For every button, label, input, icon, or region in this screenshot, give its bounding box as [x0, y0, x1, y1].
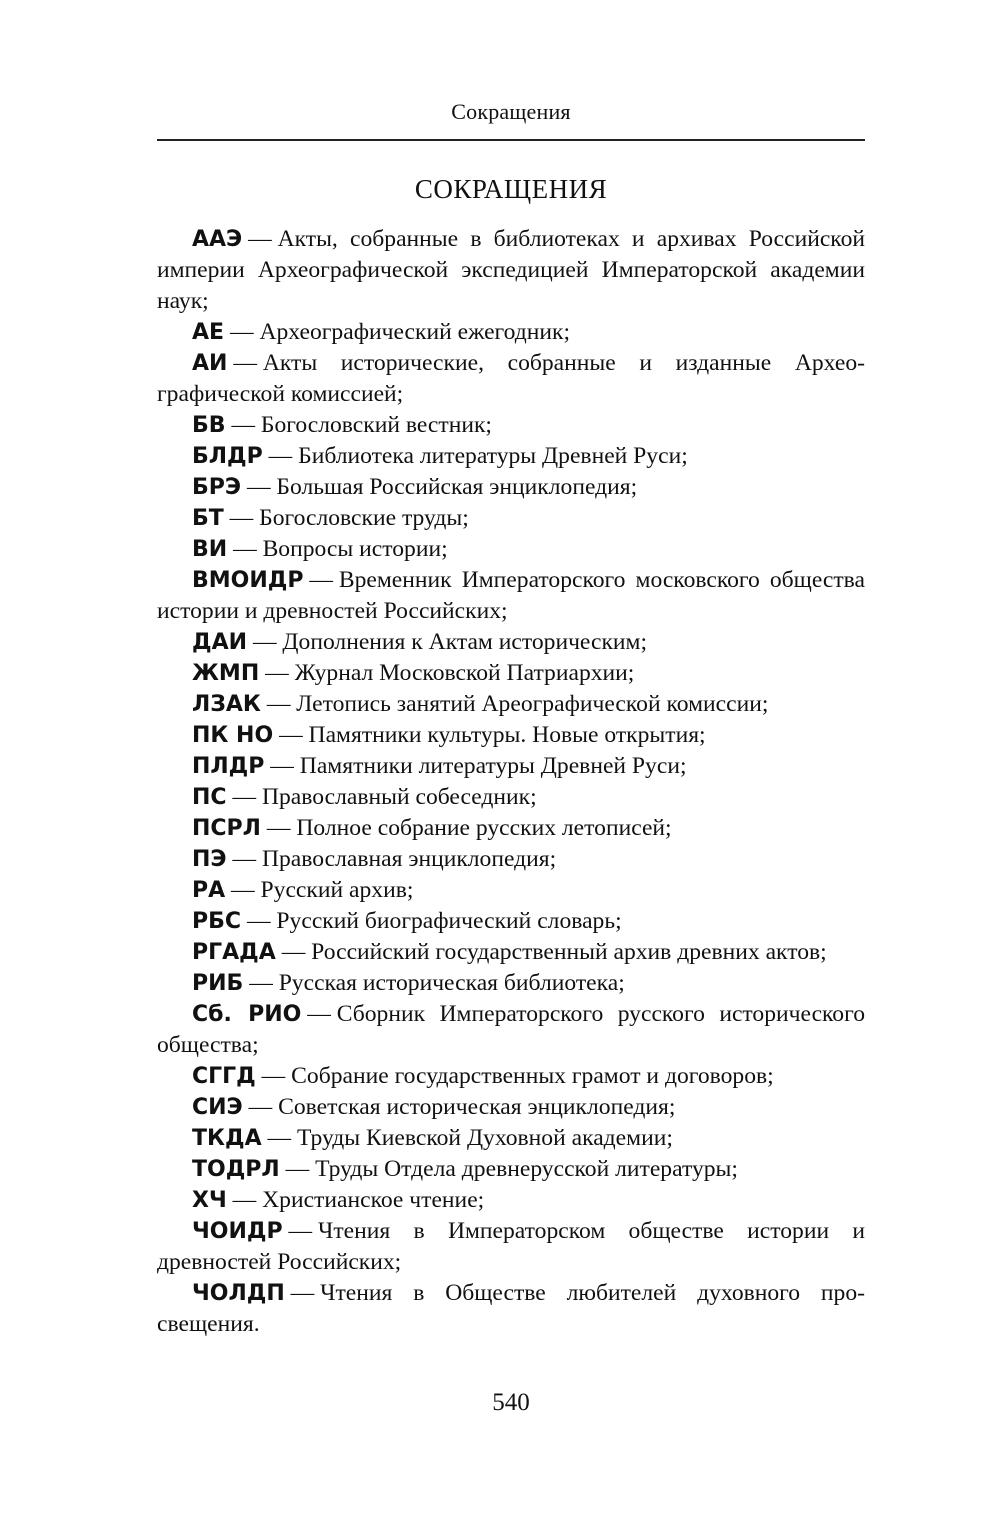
- definition: Чтения в Обществе любителей духовного просвещения.: [157, 1280, 865, 1337]
- abbreviation-entry: [157, 565, 865, 627]
- dash: —: [248, 226, 272, 252]
- definition: Памятники культуры. Новые открытия;: [308, 722, 706, 748]
- dash: —: [267, 1125, 292, 1151]
- definition: Русский архив;: [260, 877, 414, 903]
- abbreviation: РИБ: [192, 971, 244, 996]
- dash: —: [281, 939, 306, 965]
- dash: —: [268, 443, 293, 469]
- dash: —: [266, 815, 291, 841]
- abbreviation-entry: [157, 937, 865, 968]
- definition: Памятники литературы Древней Руси;: [299, 753, 687, 779]
- dash: —: [309, 567, 333, 593]
- abbreviation: БВ: [192, 413, 226, 438]
- definition: Большая Российская энциклопедия;: [276, 474, 638, 500]
- abbreviation-entry: [157, 1123, 865, 1154]
- abbreviation-entry: [157, 348, 865, 410]
- dash: —: [290, 1280, 315, 1306]
- abbreviation-entry: [157, 472, 865, 503]
- dash: —: [232, 784, 257, 810]
- abbreviation-entry: [157, 1216, 865, 1278]
- definition: Труды Отдела древнерусской литературы;: [315, 1156, 738, 1182]
- abbreviation-list: [157, 224, 865, 1340]
- abbreviation: ЧОИДР: [192, 1219, 283, 1244]
- definition: Православная энциклопедия;: [261, 846, 557, 872]
- abbreviation: РА: [192, 878, 226, 903]
- definition: Журнал Московской Патриархии;: [294, 660, 635, 686]
- abbreviation: ЛЗАК: [192, 692, 261, 717]
- abbreviation-entry: [157, 751, 865, 782]
- definition: Богословские труды;: [259, 505, 469, 531]
- abbreviation-entry: [157, 782, 865, 813]
- abbreviation: БЛДР: [192, 444, 263, 469]
- abbreviation-entry: [157, 720, 865, 751]
- definition: Российский государственный архив древних актов;: [311, 939, 827, 965]
- abbreviation: ААЭ: [192, 227, 243, 252]
- abbreviation: АИ: [192, 351, 228, 376]
- definition: Чтения в Императорском обществе истории и древностей Российских;: [157, 1218, 865, 1275]
- dash: —: [231, 877, 255, 903]
- dash: —: [229, 319, 254, 345]
- dash: —: [246, 908, 271, 934]
- dash: —: [233, 536, 257, 562]
- abbreviation: Сб. РИО: [192, 1002, 302, 1027]
- definition: Библиотека литературы Древней Руси;: [298, 443, 688, 469]
- abbreviation-entry: [157, 906, 865, 937]
- dash: —: [285, 1156, 310, 1182]
- header-rule: [157, 139, 865, 141]
- abbreviation: АЕ: [192, 320, 225, 345]
- definition: Летопись занятий Ареографической комиссии;: [296, 691, 769, 717]
- abbreviation: ЖМП: [192, 661, 260, 686]
- dash: —: [265, 660, 289, 686]
- abbreviation-entry: [157, 410, 865, 441]
- definition: Христианское чтение;: [262, 1187, 485, 1213]
- abbreviation: СИЭ: [192, 1095, 243, 1120]
- dash: —: [270, 753, 294, 779]
- abbreviation-entry: [157, 1278, 865, 1340]
- definition: Советская историческая энциклопедия;: [278, 1094, 676, 1120]
- abbreviation-entry: [157, 1185, 865, 1216]
- dash: —: [307, 1001, 331, 1027]
- dash: —: [279, 722, 303, 748]
- definition: Русская историческая библиотека;: [278, 970, 625, 996]
- definition: Православный собеседник;: [261, 784, 537, 810]
- dash: —: [248, 1094, 273, 1120]
- abbreviation-entry: [157, 534, 865, 565]
- abbreviation: ВИ: [192, 537, 228, 562]
- abbreviation: ХЧ: [192, 1188, 227, 1213]
- abbreviation-entry: [157, 503, 865, 534]
- abbreviation: РГАДА: [192, 940, 276, 965]
- abbreviation: ПСРЛ: [192, 816, 261, 841]
- running-head: Сокращения: [451, 99, 571, 124]
- definition: Временник Императорского московского общества истории и древностей Российских;: [157, 567, 865, 624]
- definition: Дополнения к Актам историческим;: [282, 629, 648, 655]
- abbreviation: ПЛДР: [192, 754, 265, 779]
- dash: —: [232, 846, 257, 872]
- page-number: 540: [492, 1389, 530, 1416]
- dash: —: [229, 505, 254, 531]
- definition: Акты исторические, собранные и изданные Археографической комиссией;: [157, 350, 865, 407]
- abbreviation: ТКДА: [192, 1126, 262, 1151]
- dash: —: [231, 412, 256, 438]
- abbreviation: РБС: [192, 909, 242, 934]
- abbreviation-entry: [157, 1154, 865, 1185]
- abbreviation: БТ: [192, 506, 224, 531]
- abbreviation: ДАИ: [192, 630, 248, 655]
- definition: Сборник Императорского русского исторического общества;: [157, 1001, 865, 1058]
- abbreviation-entry: [157, 627, 865, 658]
- definition: Археографический ежегодник;: [259, 319, 571, 345]
- dash: —: [266, 691, 291, 717]
- abbreviation-entry: [157, 658, 865, 689]
- dash: —: [288, 1218, 313, 1244]
- abbreviation: ПС: [192, 785, 227, 810]
- section-title: СОКРАЩЕНИЯ: [414, 174, 608, 204]
- dash: —: [232, 1187, 257, 1213]
- abbreviation-entry: [157, 441, 865, 472]
- definition: Вопросы истории;: [262, 536, 448, 562]
- dash: —: [233, 350, 257, 376]
- abbreviation-entry: [157, 1092, 865, 1123]
- dash: —: [249, 970, 273, 996]
- dash: —: [252, 629, 277, 655]
- abbreviation-entry: [157, 1061, 865, 1092]
- abbreviation: БРЭ: [192, 475, 242, 500]
- abbreviation: ВМОИДР: [192, 568, 304, 593]
- abbreviation: ТОДРЛ: [192, 1157, 280, 1182]
- abbreviation-entry: [157, 317, 865, 348]
- abbreviation-entry: [157, 224, 865, 317]
- abbreviation-entry: [157, 813, 865, 844]
- definition: Труды Киевской Духовной академии;: [296, 1125, 673, 1151]
- definition: Полное собрание русских летописей;: [296, 815, 672, 841]
- abbreviation-entry: [157, 999, 865, 1061]
- dash: —: [261, 1063, 286, 1089]
- definition: Собрание государственных грамот и договоров;: [291, 1063, 774, 1089]
- definition: Акты, собранные в библиотеках и архивах Российской империи Археографической экспедицией Императорской академии наук;: [157, 226, 865, 314]
- abbreviation: ЧОЛДП: [192, 1281, 285, 1306]
- abbreviation-entry: [157, 844, 865, 875]
- abbreviation-entry: [157, 689, 865, 720]
- abbreviation-entry: [157, 875, 865, 906]
- dash: —: [246, 474, 271, 500]
- abbreviation: СГГД: [192, 1064, 256, 1089]
- definition: Русский биографический словарь;: [276, 908, 622, 934]
- abbreviation: ПЭ: [192, 847, 227, 872]
- abbreviation-entry: [157, 968, 865, 999]
- definition: Богословский вестник;: [260, 412, 492, 438]
- abbreviation: ПК НО: [192, 723, 274, 748]
